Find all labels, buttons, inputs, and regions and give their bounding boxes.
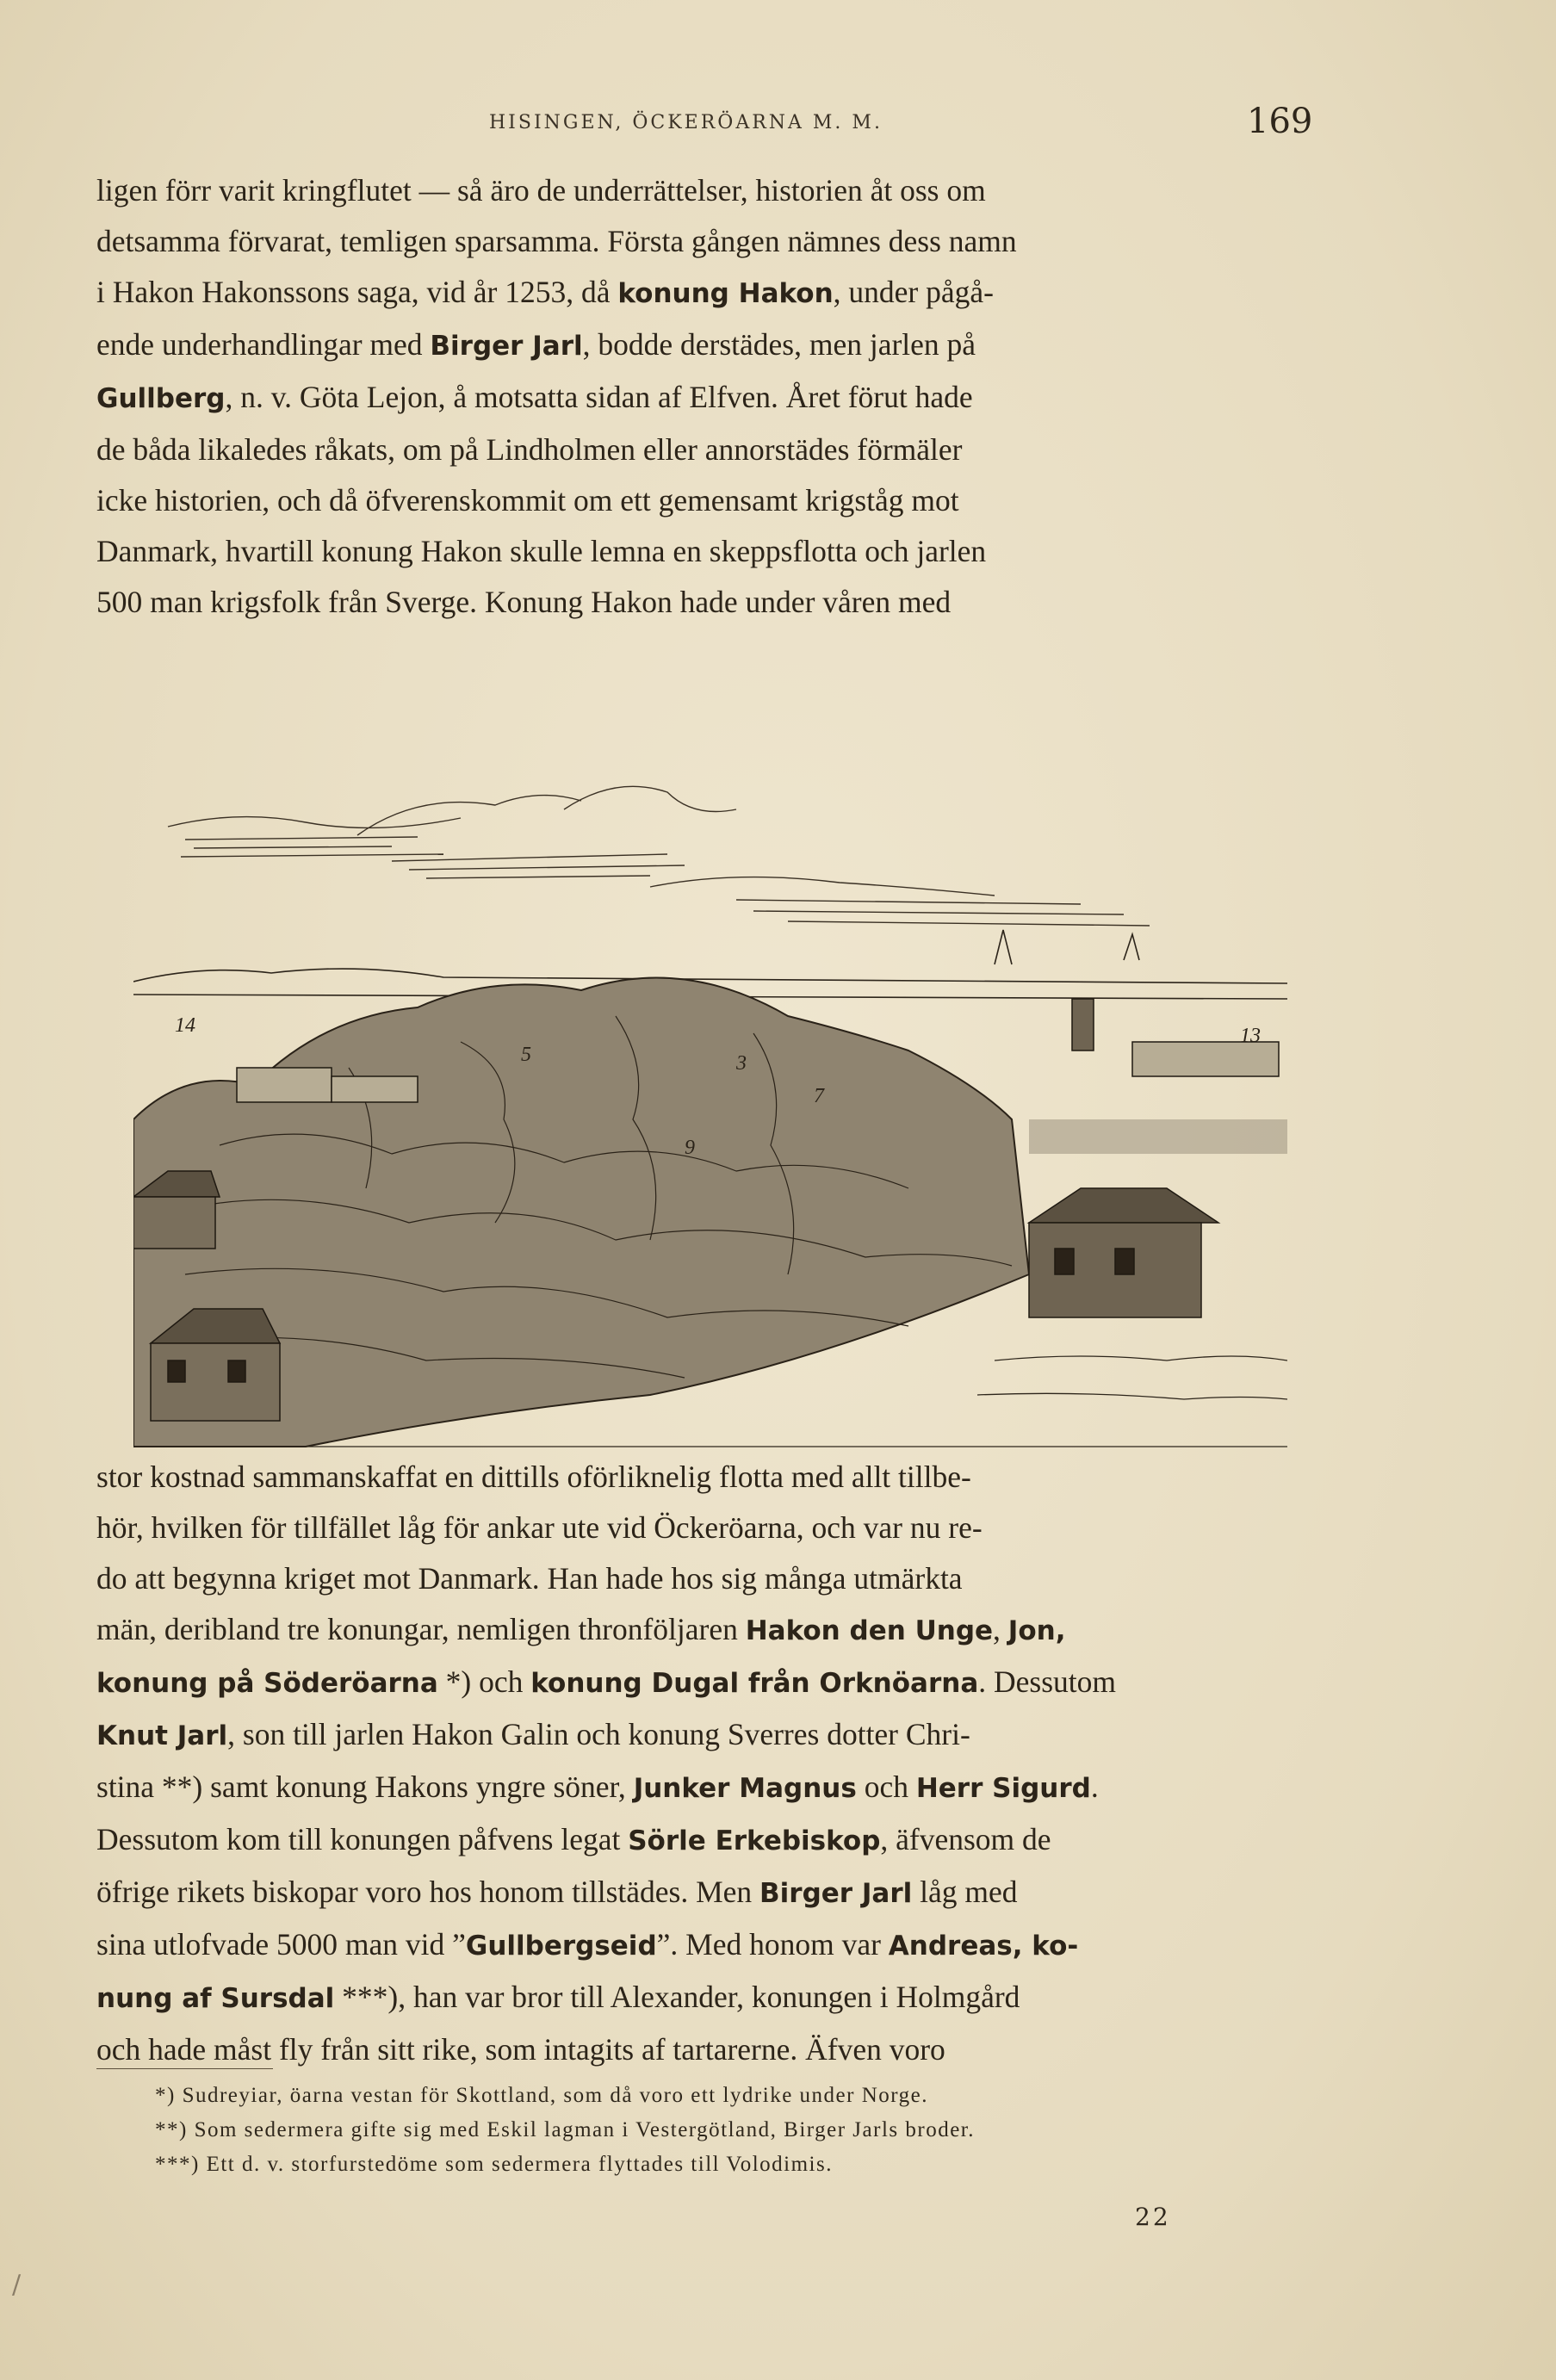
bold-name: Knut Jarl bbox=[96, 1720, 228, 1751]
para2-line: Dessutom kom till konungen påfvens legat Sörle Erkebiskop, äfvensom de bbox=[96, 1822, 1051, 1856]
page-number: 169 bbox=[1247, 102, 1313, 141]
para1-line: Gullberg, n. v. Göta Lejon, å motsatta sidan af Elfven. Året förut hade bbox=[96, 380, 973, 414]
bold-name: Hakon den Unge bbox=[745, 1615, 994, 1646]
para1-line: detsamma förvarat, temligen sparsamma. Första gången nämnes dess namn bbox=[96, 224, 1017, 258]
footnote-1: *) Sudreyiar, öarna vestan för Skottland, som då voro ett lydrike under Norge. bbox=[155, 2084, 928, 2107]
para1-line: icke historien, och då öfverenskommit om ett gemensamt krigståg mot bbox=[96, 483, 959, 518]
bold-name: Jon, bbox=[1007, 1615, 1066, 1646]
label-7: 7 bbox=[814, 1085, 824, 1107]
paragraph-top bbox=[96, 165, 1302, 628]
label-13: 13 bbox=[1240, 1025, 1261, 1047]
para1-line: Danmark, hvartill konung Hakon skulle lemna en skeppsflotta och jarlen bbox=[96, 534, 987, 568]
para2-line: Knut Jarl, son till jarlen Hakon Galin och konung Sverres dotter Chri- bbox=[96, 1717, 970, 1751]
para2-line: konung på Söderöarna *) och konung Dugal från Orknöarna. Dessutom bbox=[96, 1664, 1116, 1699]
signature-mark: 22 bbox=[1135, 2203, 1171, 2231]
bold-name: Herr Sigurd bbox=[915, 1773, 1091, 1804]
label-5: 5 bbox=[521, 1044, 531, 1066]
bold-name: Junker Magnus bbox=[633, 1773, 857, 1804]
footnote-3: ***) Ett d. v. storfurstedöme som sedermera flyttades till Volodimis. bbox=[155, 2153, 833, 2176]
stray-mark: / bbox=[12, 2270, 22, 2300]
para2-line: do att begynna kriget mot Danmark. Han hade hos sig många utmärkta bbox=[96, 1561, 963, 1596]
para1-line: 500 man krigsfolk från Sverge. Konung Hakon hade under våren med bbox=[96, 585, 952, 619]
label-3: 3 bbox=[736, 1052, 747, 1075]
bold-name: Sörle Erkebiskop bbox=[628, 1825, 881, 1856]
sky-clouds bbox=[168, 786, 1150, 926]
bold-name: konung Dugal från Orknöarna bbox=[530, 1668, 979, 1699]
para2-line: öfrige rikets biskopar voro hos honom tillstädes. Men Birger Jarl låg med bbox=[96, 1875, 1018, 1909]
label-9: 9 bbox=[685, 1137, 695, 1159]
para1-line: i Hakon Hakonssons saga, vid år 1253, då konung Hakon, under pågå- bbox=[96, 275, 994, 309]
footnotes bbox=[155, 2079, 1274, 2182]
para1-line: ligen förr varit kringflutet — så äro de underrättelser, historien åt oss om bbox=[96, 173, 986, 208]
running-head: HISINGEN, ÖCKERÖARNA M. M. bbox=[489, 112, 883, 133]
para2-line: hör, hvilken för tillfället låg för ankar ute vid Öckeröarna, och var nu re- bbox=[96, 1510, 983, 1545]
para2-line: och hade måst fly från sitt rike, som intagits af tartarerne. Äfven voro bbox=[96, 2032, 945, 2067]
paragraph-bottom bbox=[96, 1452, 1302, 2075]
para2-line: sina utlofvade 5000 man vid ”Gullbergseid”. Med honom var Andreas, ko- bbox=[96, 1927, 1079, 1962]
para2-line: nung af Sursdal ***), han var bror till Alexander, konungen i Holmgård bbox=[96, 1980, 1020, 2014]
bold-name: Gullbergseid bbox=[465, 1931, 657, 1962]
bold-name: Birger Jarl bbox=[759, 1878, 913, 1909]
water bbox=[1029, 1119, 1287, 1154]
bold-name: Gullberg bbox=[96, 383, 226, 414]
para1-line: ende underhandlingar med Birger Jarl, bodde derstädes, men jarlen på bbox=[96, 327, 976, 362]
para1-line: de båda likaledes råkats, om på Lindholmen eller annorstädes förmäler bbox=[96, 432, 963, 467]
bold-name: konung Hakon bbox=[617, 278, 834, 309]
landscape-illustration bbox=[133, 758, 1287, 1464]
para2-line: stor kostnad sammanskaffat en dittills oförliknelig flotta med allt tillbe- bbox=[96, 1460, 971, 1494]
page-header bbox=[0, 102, 1556, 153]
para2-line: stina **) samt konung Hakons yngre söner, Junker Magnus och Herr Sigurd. bbox=[96, 1770, 1099, 1804]
bold-name: nung af Sursdal bbox=[96, 1983, 335, 2014]
label-14: 14 bbox=[175, 1014, 195, 1037]
para2-line: män, deribland tre konungar, nemligen thronföljaren Hakon den Unge, Jon, bbox=[96, 1612, 1066, 1646]
footnote-2: **) Som sedermera gifte sig med Eskil lagman i Vestergötland, Birger Jarls broder. bbox=[155, 2118, 976, 2141]
footnote-rule bbox=[96, 2068, 273, 2069]
bold-name: konung på Söderöarna bbox=[96, 1668, 438, 1699]
bold-name: Birger Jarl bbox=[430, 331, 583, 362]
bold-name: Andreas, ko- bbox=[888, 1931, 1079, 1962]
